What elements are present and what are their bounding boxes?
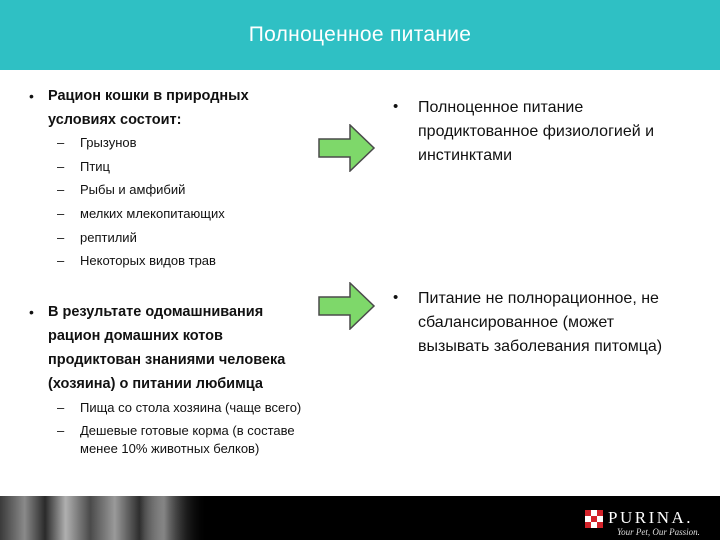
right-arrow-icon (318, 282, 376, 330)
heading-line: В результате одомашнивания (48, 304, 264, 320)
dash-marker: – (57, 230, 65, 245)
list-item: рептилий (80, 230, 137, 245)
text-line: инстинктами (418, 147, 513, 164)
left-block-2-heading (48, 300, 285, 396)
dash-marker: – (57, 182, 65, 197)
right-arrow-icon (318, 124, 376, 172)
text-line: вызывать заболевания питомца) (418, 338, 663, 355)
slide-header (0, 0, 720, 70)
purina-logo (585, 506, 715, 536)
list-item: Птиц (80, 159, 111, 174)
brand-tagline: Your Pet, Our Passion. (617, 527, 700, 537)
bullet-marker: • (29, 304, 34, 320)
pets-photo-strip (0, 496, 205, 540)
brand-name: PURINA. (608, 508, 694, 527)
list-item: Грызунов (80, 135, 137, 150)
bullet-marker: • (29, 88, 34, 104)
left-block-1-heading (48, 84, 249, 132)
list-item-line: менее 10% животных белков) (80, 441, 260, 456)
text-line: Полноценное питание (418, 99, 584, 116)
bullet-marker: • (393, 289, 399, 306)
list-item: Рыбы и амфибий (80, 182, 186, 197)
text-line: сбалансированное (может (418, 314, 615, 331)
checkerboard-icon (585, 510, 603, 528)
dash-marker: – (57, 159, 65, 174)
dash-marker: – (57, 400, 65, 415)
heading-line: Рацион кошки в природных (48, 88, 249, 104)
heading-line: (хозяина) о питании любимца (48, 376, 263, 392)
heading-line: рацион домашних котов (48, 328, 223, 344)
list-item (80, 422, 295, 458)
dash-marker: – (57, 206, 65, 221)
right-block-1-text (418, 96, 654, 168)
heading-line: условиях состоит: (48, 112, 182, 128)
list-item: Пища со стола хозяина (чаще всего) (80, 400, 302, 415)
slide-footer (0, 496, 720, 540)
list-item-line: Дешевые готовые корма (в составе (80, 423, 295, 438)
slide-title: Полноценное питание (248, 23, 472, 46)
dash-marker: – (57, 253, 65, 268)
list-item: мелких млекопитающих (80, 206, 225, 221)
bullet-marker: • (393, 98, 399, 115)
text-line: продиктованное физиологией и (418, 123, 655, 140)
dash-marker: – (57, 423, 65, 438)
text-line: Питание не полнорационное, не (418, 290, 659, 307)
right-block-2-text (418, 287, 662, 359)
heading-line: продиктован знаниями человека (48, 352, 286, 368)
list-item: Некоторых видов трав (80, 253, 216, 268)
dash-marker: – (57, 135, 65, 150)
